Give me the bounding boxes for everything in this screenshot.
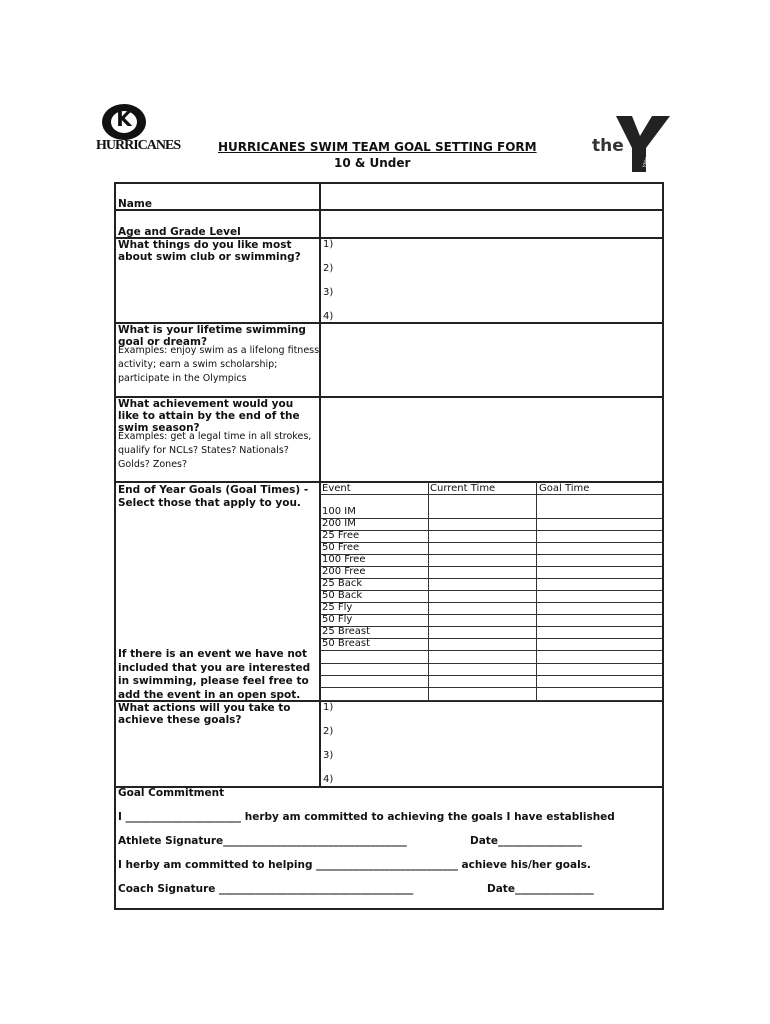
commitment-line-coach[interactable]: I herby am committed to helping ___________________________ achieve his/her goals. xyxy=(118,859,591,871)
goals-goal-time-field[interactable] xyxy=(538,506,642,517)
extra-event-label: If there is an event we have not included that you are interested in swimming, please feel free to add the event in an open spot. xyxy=(118,648,311,701)
goals-goal-time-field[interactable] xyxy=(538,518,642,529)
goals-current-time-field[interactable] xyxy=(430,554,534,565)
page-title: HURRICANES SWIM TEAM GOAL SETTING FORM xyxy=(218,140,537,154)
actions-label: What actions will you take to achieve these goals? xyxy=(118,702,291,726)
table-bottom-border xyxy=(114,908,664,910)
actions-item-3[interactable]: 3) xyxy=(323,750,334,761)
goals-open-event-field[interactable] xyxy=(322,675,426,686)
likes-item-2[interactable]: 2) xyxy=(323,263,334,274)
hurricanes-logo-letter: K xyxy=(116,107,132,131)
goals-col-divider xyxy=(536,482,537,700)
lifetime-goal-field[interactable] xyxy=(322,324,660,395)
goals-event-6: 25 Back xyxy=(322,578,363,589)
goals-current-time-field[interactable] xyxy=(430,602,534,613)
ymca-y-icon xyxy=(588,112,678,174)
goals-event-7: 50 Back xyxy=(322,590,363,601)
goals-current-time-field[interactable] xyxy=(430,638,534,649)
goals-goal-time-field[interactable] xyxy=(538,590,642,601)
goals-goal-time-field[interactable] xyxy=(538,602,642,613)
goals-header-current-time: Current Time xyxy=(430,483,496,494)
goals-event-8: 25 Fly xyxy=(322,602,353,613)
goals-goal-time-field[interactable] xyxy=(538,638,642,649)
table-left-border xyxy=(114,182,116,910)
likes-item-4[interactable]: 4) xyxy=(323,311,334,322)
table-right-border xyxy=(662,182,664,910)
likes-item-3[interactable]: 3) xyxy=(323,287,334,298)
goals-header-goal-time: Goal Time xyxy=(539,483,590,494)
goals-goal-time-field[interactable] xyxy=(538,578,642,589)
goals-event-10: 25 Breast xyxy=(322,626,371,637)
goals-event-3: 50 Free xyxy=(322,542,360,553)
page-subtitle: 10 & Under xyxy=(334,156,411,170)
ymca-logo-word: YMCA xyxy=(641,153,653,169)
goal-commitment-heading: Goal Commitment xyxy=(118,787,225,799)
goals-goal-time-field[interactable] xyxy=(538,542,642,553)
goals-event-9: 50 Fly xyxy=(322,614,353,625)
athlete-signature-line[interactable]: Athlete Signature___________________________________ xyxy=(118,835,407,847)
actions-item-4[interactable]: 4) xyxy=(323,774,334,785)
goals-header-event: Event xyxy=(322,483,351,494)
goals-event-11: 50 Breast xyxy=(322,638,371,649)
goals-current-time-field[interactable] xyxy=(430,614,534,625)
actions-item-1[interactable]: 1) xyxy=(323,702,334,713)
coach-date-line[interactable]: Date_______________ xyxy=(487,883,594,895)
season-goal-examples: Examples: get a legal time in all strokes, qualify for NCLs? States? Nationals? Golds? Zones? xyxy=(118,431,312,470)
likes-label: What things do you like most about swim club or swimming? xyxy=(118,239,301,263)
goals-open-event-field[interactable] xyxy=(322,688,426,699)
goals-goal-time-field[interactable] xyxy=(538,626,642,637)
goals-open-event-field[interactable] xyxy=(322,651,426,662)
end-of-year-goals-label: End of Year Goals (Goal Times) - Select those that apply to you. xyxy=(118,484,309,509)
goals-current-time-field[interactable] xyxy=(430,566,534,577)
goals-event-4: 100 Free xyxy=(322,554,366,565)
goals-current-time-field[interactable] xyxy=(430,578,534,589)
name-field[interactable] xyxy=(322,184,660,208)
season-goal-field[interactable] xyxy=(322,398,660,480)
goals-current-time-field[interactable] xyxy=(430,530,534,541)
goals-current-time-field[interactable] xyxy=(430,626,534,637)
goals-goal-time-field[interactable] xyxy=(538,554,642,565)
hurricanes-logo xyxy=(96,100,182,160)
actions-item-2[interactable]: 2) xyxy=(323,726,334,737)
goals-col-divider xyxy=(428,482,429,700)
goals-event-5: 200 Free xyxy=(322,566,366,577)
commitment-line-athlete[interactable]: I ______________________ herby am committed to achieving the goals I have established xyxy=(118,811,615,823)
lifetime-goal-examples: Examples: enjoy swim as a lifelong fitness activity; earn a swim scholarship; participate in the Olympics xyxy=(118,345,320,384)
ymca-logo-the: the xyxy=(592,136,624,156)
coach-signature-line[interactable]: Coach Signature _____________________________________ xyxy=(118,883,414,895)
goals-event-1: 200 IM xyxy=(322,518,356,529)
lifetime-goal-label: What is your lifetime swimming goal or dream? xyxy=(118,324,306,348)
likes-item-1[interactable]: 1) xyxy=(323,239,334,250)
ymca-logo xyxy=(588,112,678,174)
goals-goal-time-field[interactable] xyxy=(538,530,642,541)
age-grade-label: Age and Grade Level xyxy=(118,226,241,238)
goals-row-divider xyxy=(320,700,662,701)
athlete-date-line[interactable]: Date________________ xyxy=(470,835,582,847)
goals-event-2: 25 Free xyxy=(322,530,360,541)
season-goal-label: What achievement would you like to attain by the end of the swim season? xyxy=(118,398,300,434)
hurricanes-logo-text: HURRICANES xyxy=(96,138,181,153)
goals-open-event-field[interactable] xyxy=(322,663,426,674)
table-column-divider xyxy=(319,182,321,787)
goals-current-time-field[interactable] xyxy=(430,506,534,517)
goals-goal-time-field[interactable] xyxy=(538,614,642,625)
goals-current-time-field[interactable] xyxy=(430,518,534,529)
goals-current-time-field[interactable] xyxy=(430,542,534,553)
goals-current-time-field[interactable] xyxy=(430,590,534,601)
goals-event-0: 100 IM xyxy=(322,506,356,517)
age-grade-field[interactable] xyxy=(322,211,660,236)
name-label: Name xyxy=(118,198,152,210)
goals-goal-time-field[interactable] xyxy=(538,566,642,577)
